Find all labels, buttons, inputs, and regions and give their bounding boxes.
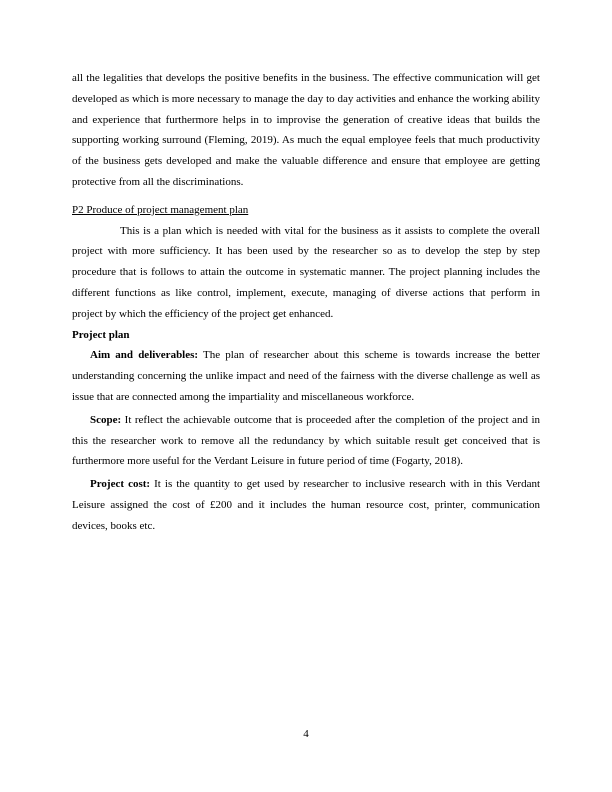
page-number: 4 [303,728,309,740]
aim-deliverables-label: Aim and deliverables: [90,349,199,362]
scope-label: Scope: [90,413,122,426]
scope-text: It reflect the achievable outcome that is proceeded after the completion of the project and in this the researcher work to remove all the redundancy by which suitable result get conceived that is furthermore more useful for the Verdant Leisure in future period of time (Fogarty, 2018). [72,413,540,468]
section-paragraph: This is a plan which is needed with vital for the business as it assists to complete the overall project with more sufficiency. It has been used by the researcher so as to develop the step by step procedure that is follows to attain the outcome in systematic manner. The project planning includes the different functions as like control, implement, execute, managing of diverse actions that perform in project by which the efficiency of the project get enhanced. [72,224,540,320]
intro-paragraph: all the legalities that develops the positive benefits in the business. The effective communication will get developed as which is more necessary to manage the day to day activities and enhance the working ability and experience that furthermore helps in to improvise the generation of creative ideas that builds the supporting working surround (Fleming, 2019). As much the equal employee feels that much productivity of the business gets developed and make the valuable difference and ensure that employee are getting protective from all the discriminations. [72,72,540,188]
project-cost-text: It is the quantity to get used by researcher to inclusive research with in this Verdant Leisure assigned the cost of £200 and it includes the human resource cost, printer, communication devices, books etc. [72,478,541,532]
aim-deliverables-text: The plan of researcher about this scheme is towards increase the better understanding concerning the unlike impact and need of the fairness with the diverse challenge as well as issue that are connected among the impartiality and miscellaneous workforce. [72,349,540,403]
aim-deliverables-paragraph [72,345,540,407]
document-page [72,68,540,537]
project-cost-label: Project cost: [90,478,151,491]
project-cost-paragraph [72,474,540,536]
scope-paragraph [72,410,540,472]
section-heading: P2 Produce of project management plan [72,203,249,216]
project-plan-heading: Project plan [72,328,130,341]
